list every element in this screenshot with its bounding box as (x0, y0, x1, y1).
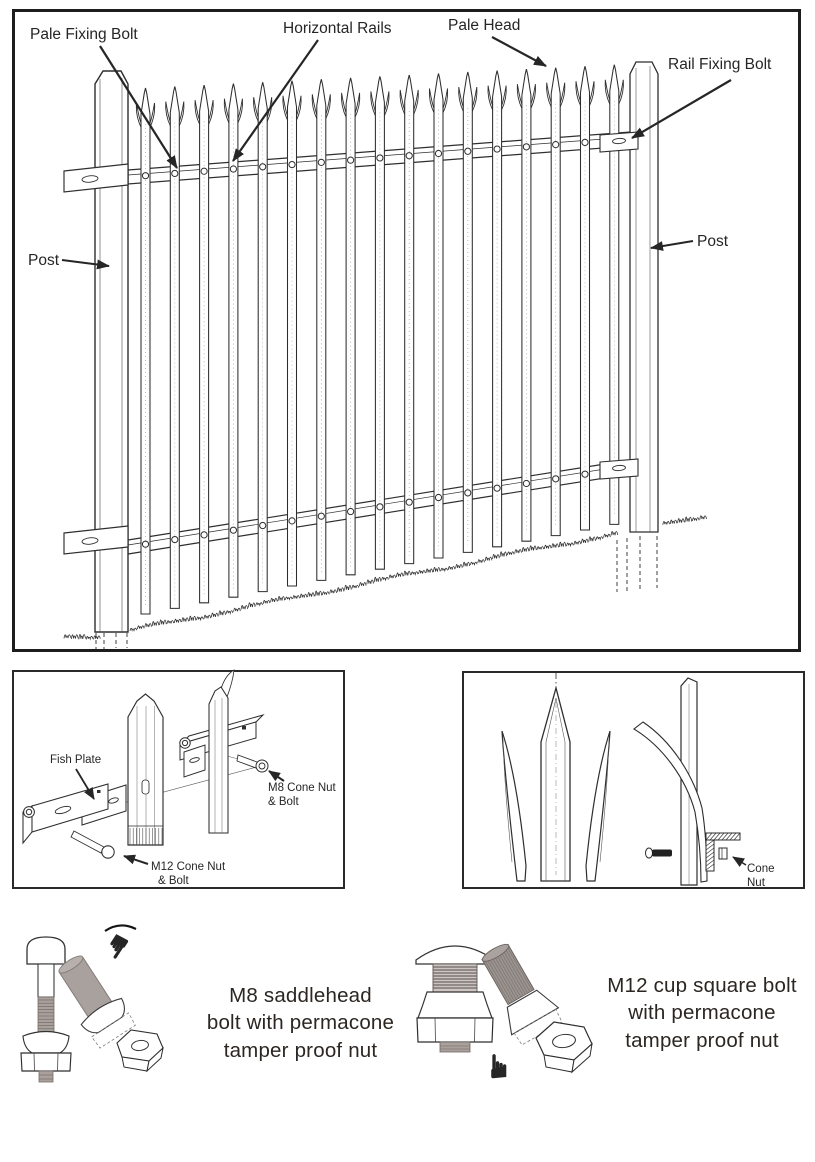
m8-cone-nut-label-line2: & Bolt (268, 796, 299, 808)
m12-cone-nut-arrow (124, 856, 148, 864)
pale-fixing-bolt-label: Pale Fixing Bolt (30, 26, 138, 43)
cone-nut-label-line2: Nut (747, 877, 765, 889)
cone-nut-arrow (733, 857, 746, 865)
pointing-hand-icon: ☛ (480, 1051, 517, 1081)
m12-cone-nut-label-line1: M12 Cone Nut (151, 861, 226, 873)
pale-head-label: Pale Head (448, 17, 521, 34)
m12-caption-line2: with permacone (628, 1001, 776, 1025)
pale-head-arrow (492, 37, 546, 66)
cone-nut-label-line1: Cone (747, 863, 775, 875)
pale-head-detail-svg (462, 671, 805, 889)
m8-caption-line2: bolt with permacone (206, 1011, 395, 1035)
pointing-hand-icon: ☛ (94, 925, 139, 968)
horizontal-rails-label: Horizontal Rails (283, 20, 392, 37)
m8-bolt-caption (193, 982, 408, 1064)
rail-fixing-bolt-label: Rail Fixing Bolt (668, 56, 772, 73)
m12-cone-nut-label-line2: & Bolt (158, 875, 189, 887)
pale-head-detail-labels (733, 857, 775, 889)
m8-caption-line1: M8 saddlehead (229, 984, 372, 1007)
m8-cone-nut-label-line1: M8 Cone Nut (268, 782, 336, 794)
m12-caption-line1: M12 cup square bolt (607, 974, 797, 997)
m12-bolt-illustration (408, 925, 603, 1090)
fence-illustration-svg (12, 9, 801, 652)
palisade-fence-art (64, 62, 707, 650)
m8-bolt-illustration (15, 922, 190, 1094)
joint-detail-svg (12, 670, 345, 889)
main-diagram-labels (28, 17, 772, 269)
m8-cone-nut-arrow (269, 771, 284, 781)
horizontal-rails-arrow (233, 40, 318, 161)
fish-plate-label: Fish Plate (50, 754, 102, 766)
m12-bolt-caption (593, 972, 811, 1054)
pale-head-views-art (502, 672, 740, 885)
post-right-label: Post (697, 233, 729, 250)
m12-caption-line3: tamper proof nut (625, 1028, 779, 1052)
m8-caption-line3: tamper proof nut (223, 1038, 378, 1062)
post-left-label: Post (28, 252, 60, 269)
m8-bolt-art (21, 925, 163, 1082)
